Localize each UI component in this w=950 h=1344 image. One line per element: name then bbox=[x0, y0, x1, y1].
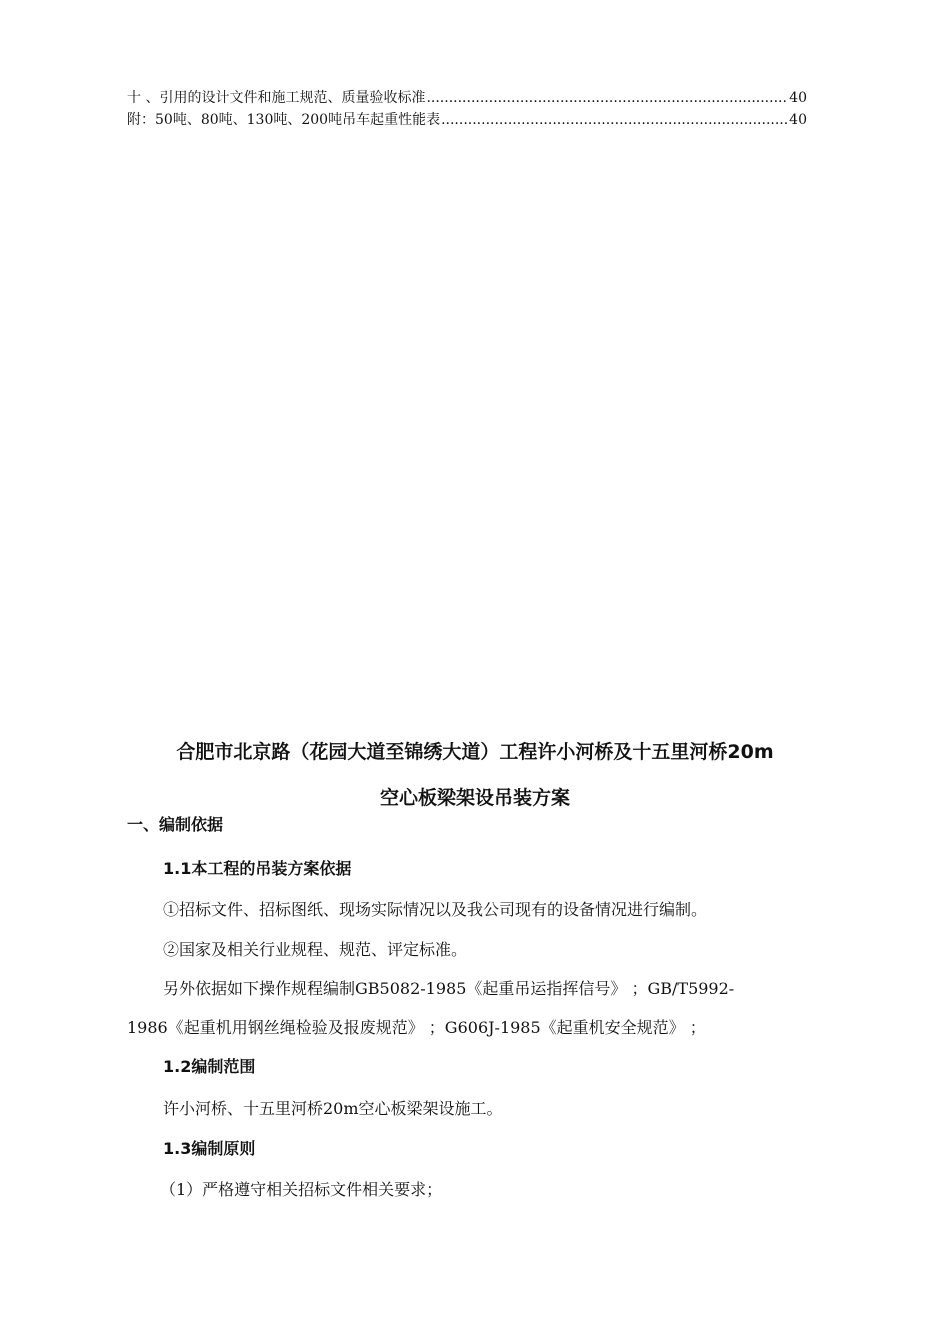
scope-paragraph: 许小河桥、十五里河桥20m空心板梁架设施工。 bbox=[163, 1099, 503, 1118]
toc-page-number: 40 bbox=[789, 112, 807, 128]
basis-item: ②国家及相关行业规程、规范、评定标准。 bbox=[163, 940, 468, 959]
subsection-heading: 1.2编制范围 bbox=[163, 1057, 256, 1076]
toc-leader-dots bbox=[426, 89, 788, 107]
toc-entry[interactable] bbox=[127, 111, 807, 129]
toc-page-number: 40 bbox=[789, 90, 807, 106]
basis-paragraph-line: 另外依据如下操作规程编制GB5082-1985《起重吊运指挥信号》 ；GB/T5992- bbox=[163, 979, 735, 998]
toc-entry[interactable] bbox=[127, 89, 807, 107]
subsection-heading: 1.3编制原则 bbox=[163, 1139, 256, 1158]
basis-paragraph-line: 1986《起重机用钢丝绳检验及报废规范》 ；G606J-1985《起重机安全规范》 ； bbox=[127, 1018, 706, 1037]
toc-leader-dots bbox=[441, 111, 788, 129]
document-title-line2: 空心板梁架设吊装方案 bbox=[379, 787, 570, 809]
subsection-heading: 1.1本工程的吊装方案依据 bbox=[163, 859, 352, 878]
section-heading: 一、编制依据 bbox=[127, 815, 224, 834]
document-title-line1: 合肥市北京路（花园大道至锦绣大道）工程许小河桥及十五里河桥20m bbox=[176, 741, 774, 763]
toc-entry-label: 附：50吨、80吨、130吨、200吨吊车起重性能表 bbox=[127, 112, 441, 128]
toc-entry-label: 十 、引用的设计文件和施工规范、质量验收标准 bbox=[127, 90, 426, 106]
basis-item: ①招标文件、招标图纸、现场实际情况以及我公司现有的设备情况进行编制。 bbox=[163, 900, 708, 919]
principle-item: （1）严格遵守相关招标文件相关要求； bbox=[160, 1180, 443, 1199]
